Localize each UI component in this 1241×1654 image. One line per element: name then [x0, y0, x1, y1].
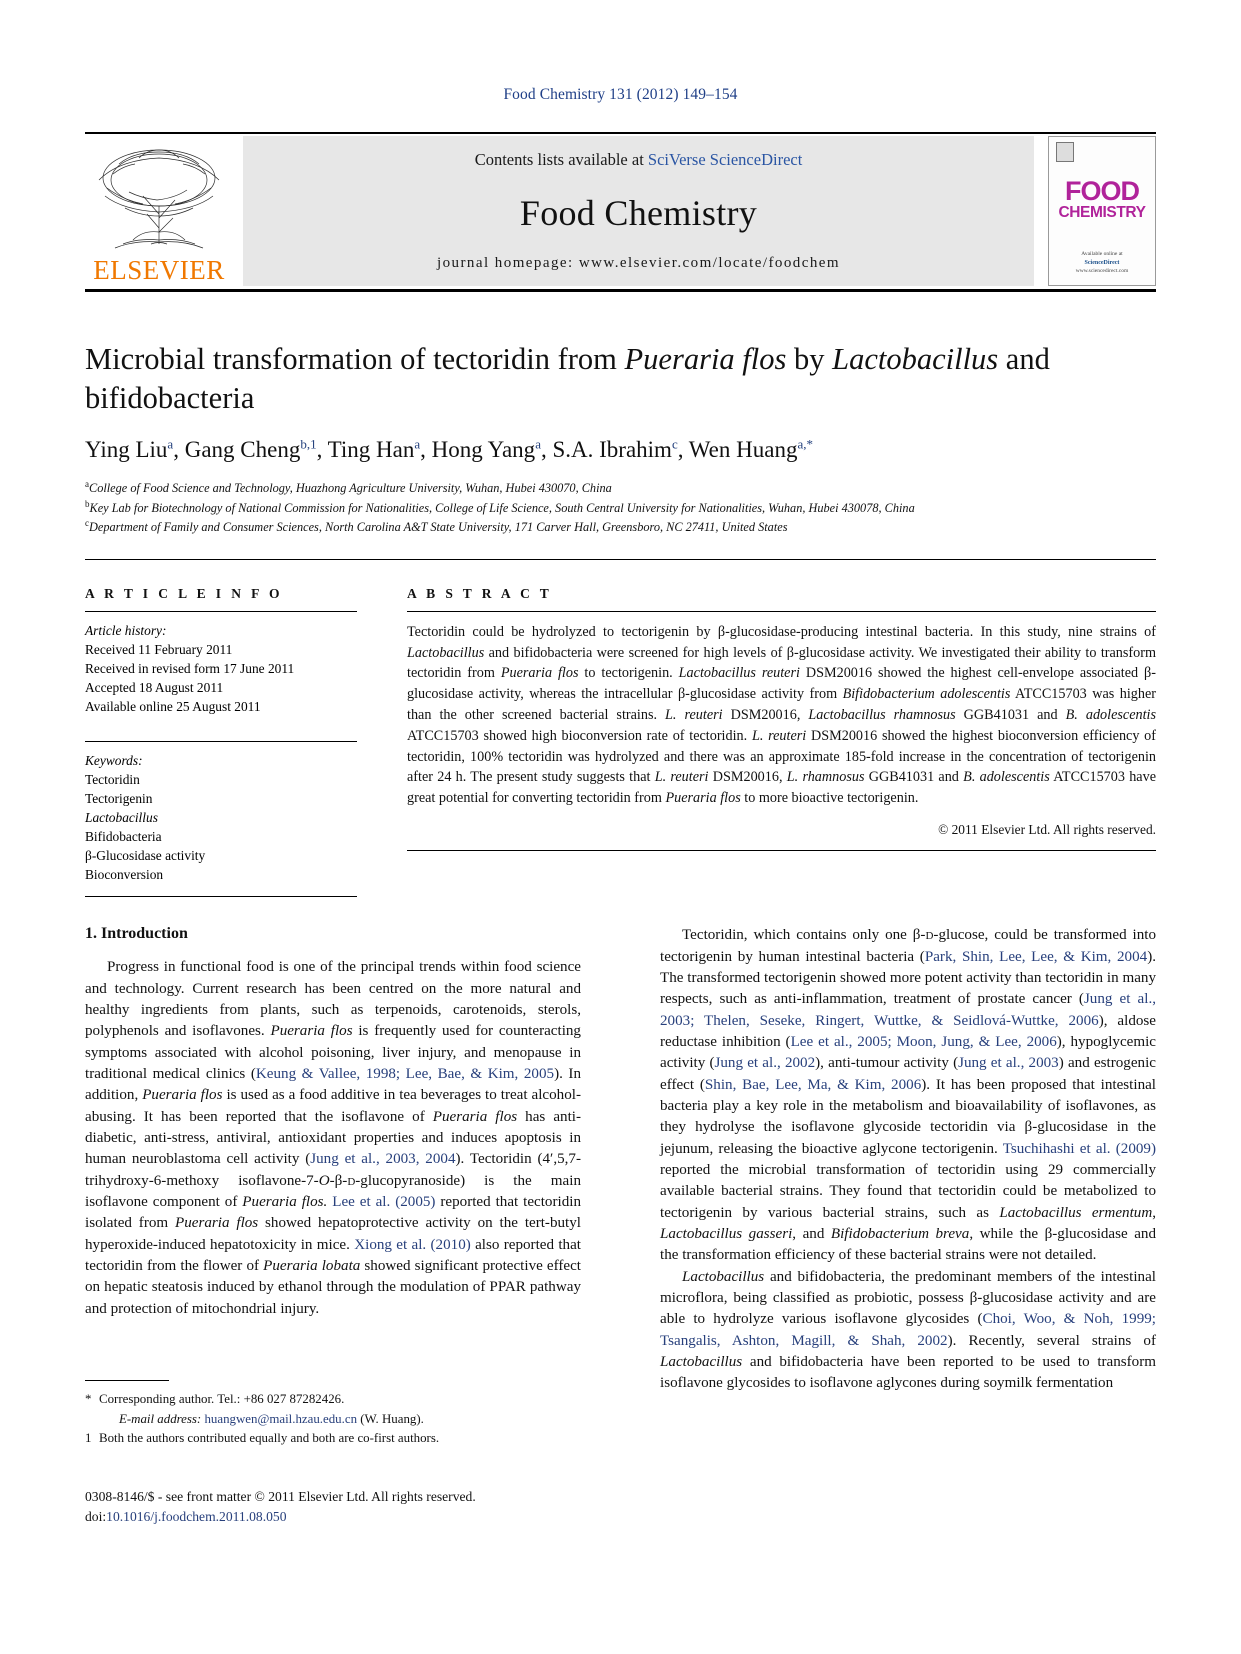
citation-link[interactable]: Park, Shin, Lee, Lee, & Kim, 2004 [924, 948, 1148, 965]
affiliation-b [85, 498, 1156, 518]
affiliation-list [85, 478, 1156, 537]
elsevier-wordmark: ELSEVIER [93, 255, 225, 285]
author-affil-mark: a [167, 436, 174, 452]
title-italic-lactobacillus: Lactobacillus [832, 342, 999, 376]
masthead-top-rule [85, 132, 1156, 134]
journal-cover-thumbnail [1048, 136, 1156, 286]
body-paragraph: Lactobacillus and bifidobacteria, the predominant members of the intestinal microflora, being classified as probiotic, possess β-glucosidase activity and are able to hydrolyze various isoflavone glycosides (Choi, Woo, & Noh, 1999; Tsangalis, Ashton, Magill, & Shah, 2002). Recently, several strains of Lactobacillus and bifidobacteria have been reported to be used to transform isoflavone glycosides to isoflavone aglycones during soymilk fermentation [660, 1268, 1156, 1392]
cover-title-food: FOOD [1064, 176, 1139, 207]
journal-homepage-link[interactable]: journal homepage: www.elsevier.com/locate/foodchem [436, 255, 841, 271]
title-italic-pueraria-flos: Pueraria flos [624, 342, 787, 376]
footnote-email [85, 1410, 581, 1430]
contents-available-line [475, 150, 803, 170]
citation-link[interactable]: Jung et al., 2003 [958, 1055, 1059, 1072]
elsevier-tree-icon [89, 144, 229, 256]
keywords-group [85, 732, 357, 884]
citation-link[interactable]: Keung & Vallee, 1998; Lee, Bae, & Kim, 2005 [255, 1065, 555, 1082]
article-info-bottom-rule [85, 896, 357, 897]
cover-footer-sciencedirect: ScienceDirect [1084, 260, 1120, 267]
keyword-item: Lactobacillus [85, 810, 158, 826]
footnote-co-first-authors [85, 1429, 581, 1449]
article-info-column [85, 560, 385, 897]
column-gutter [581, 925, 660, 1395]
keyword-item: Bifidobacteria [85, 829, 162, 845]
abstract-bottom-rule [407, 850, 1156, 851]
doi-link[interactable]: 10.1016/j.foodchem.2011.08.050 [106, 1509, 287, 1525]
affiliation-mark: b [85, 498, 90, 509]
footnote-rule [85, 1380, 169, 1381]
keyword-item: Bioconversion [85, 867, 164, 883]
abstract-heading: A B S T R A C T [407, 585, 553, 601]
cover-footer-url: www.sciencedirect.com [1075, 268, 1129, 275]
sciencedirect-link[interactable]: SciVerse ScienceDirect [647, 150, 803, 169]
affiliation-mark: c [85, 518, 89, 529]
affiliation-text: Department of Family and Consumer Sciences, North Carolina A&T State University, 171 Carver Hall, Greensboro, NC 27411, United States [89, 520, 788, 535]
article-info-heading: A R T I C L E I N F O [85, 585, 283, 601]
citation-link[interactable]: Lee et al. (2005) [332, 1193, 436, 1210]
history-item: Accepted 18 August 2011 [85, 679, 224, 695]
elsevier-logo [85, 136, 233, 286]
affiliation-text: College of Food Science and Technology, Huazhong Agriculture University, Wuhan, Hubei 430070, China [89, 481, 612, 496]
affiliation-a [85, 478, 1156, 498]
keywords-rule [85, 741, 357, 742]
author-affil-mark: a [535, 436, 541, 452]
masthead-center-panel [243, 136, 1034, 286]
keyword-item: β-Glucosidase activity [85, 848, 206, 864]
history-item: Available online 25 August 2011 [85, 698, 261, 714]
body-column-left [85, 925, 581, 1395]
cover-footer-line1: Available online at [1081, 251, 1123, 258]
affiliation-c [85, 517, 1156, 537]
citation-link[interactable]: Lee et al., 2005; Moon, Jung, & Lee, 2006 [790, 1033, 1057, 1050]
history-item: Received in revised form 17 June 2011 [85, 660, 295, 676]
cover-footer [1076, 251, 1128, 280]
article-body [85, 925, 1156, 1395]
citation-link[interactable]: Shin, Bae, Lee, Ma, & Kim, 2006 [704, 1076, 922, 1093]
page-title [85, 340, 1156, 417]
imprint-block [85, 1487, 645, 1528]
citation-link[interactable]: Jung et al., 2003; Thelen, Seseke, Ringert, Wuttke, & Seidlová-Wuttke, 2006 [660, 991, 1156, 1029]
cover-corner-mark [1056, 142, 1074, 162]
affiliation-mark: a [85, 479, 89, 490]
title-segment-1: Microbial transformation of tectoridin from [85, 342, 625, 376]
info-abstract-block [85, 560, 1156, 897]
author-affil-mark: a,* [797, 436, 813, 452]
footnote-marker-asterisk: * [85, 1392, 92, 1406]
contents-prefix: Contents lists available at [474, 150, 648, 169]
cover-title-chemistry: CHEMISTRY [1058, 203, 1146, 221]
author-affil-mark: b,1 [300, 436, 317, 452]
imprint-doi-line [85, 1507, 645, 1527]
body-paragraph: Tectoridin, which contains only one β-d-glucose, could be transformed into tectorigenin by human intestinal bacteria (Park, Shin, Lee, Lee, & Kim, 2004). The transformed tectorigenin showed more potent activity than tectoridin in many respects, such as anti-inflammation, treatment of prostate cancer (Jung et al., 2003; Thelen, Seseke, Ringert, Wuttke, & Seidlová-Wuttke, 2006), aldose reductase inhibition (Lee et al., 2005; Moon, Jung, & Lee, 2006), hypoglycemic activity (Jung et al., 2002), anti-tumour activity (Jung et al., 2003) and estrogenic effect (Shin, Bae, Lee, Ma, & Kim, 2006). It has been proposed that intestinal bacteria play a key role in the metabolism and bioavailability of isoflavones, as they hydrolyse the isoflavone glycoside tectoridin via β-glucosidase in the jejunum, releasing the bioactive aglycone tectorigenin. Tsuchihashi et al. (2009) reported the microbial transformation of tectoridin using 29 commercially available bacterial strains. They found that tectoridin could be metabolized to tectorigenin by various bacterial strains, such as Lactobacillus ermentum, Lactobacillus gasseri, and Bifidobacterium breva, while the β-glucosidase and the transformation efficiency of these bacterial strains were not detailed. [660, 927, 1157, 1264]
email-owner: (W. Huang). [360, 1411, 424, 1426]
affiliation-text: Key Lab for Biotechnology of National Commission for Nationalities, College of Life Science, South Central University for Nationalities, Wuhan, Hubei 430078, China [89, 500, 915, 515]
running-head: Food Chemistry 131 (2012) 149–154 [503, 86, 738, 103]
journal-masthead [85, 136, 1156, 286]
citation-link[interactable]: Tsuchihashi et al. (2009) [1002, 1140, 1156, 1157]
abstract-copyright: © 2011 Elsevier Ltd. All rights reserved. [938, 821, 1156, 837]
citation-link[interactable]: Jung et al., 2003, 2004 [310, 1151, 456, 1168]
footnote-1-text: Both the authors contributed equally and both are co-first authors. [99, 1431, 440, 1446]
body-paragraph: Progress in functional food is one of the principal trends within food science and technology. Current research has been centred on the more natural and healthy ingredients from plants, such as terpenoids, carotenoids, sterols, polyphenols and isoflavones. Pueraria flos is frequently used for counteracting symptoms associated with alcohol poisoning, liver injury, and menopause in traditional medical clinics (Keung & Vallee, 1998; Lee, Bae, & Kim, 2005). In addition, Pueraria flos is used as a food additive in tea beverages to treat alcohol-abusing. It has been reported that the isoflavone of Pueraria flos has anti-diabetic, anti-stress, antiviral, antioxidant properties and induces apoptosis in human neuroblastoma cell activity (Jung et al., 2003, 2004). Tectoridin (4′,5,7-trihydroxy-6-methoxy isoflavone-7-O-β-d-glucopyranoside) is the main isoflavone component of Pueraria flos. Lee et al. (2005) reported that tectoridin isolated from Pueraria flos showed hepatoprotective activity on the tert-butyl hyperoxide-induced hepatotoxicity in mice. Xiong et al. (2010) also reported that tectoridin from the flower of Pueraria lobata showed significant protective effect on hepatic steatosis induced by ethanol through the modulation of PPAR pathway and protection of mitochondrial injury. [85, 959, 581, 1317]
footnote-corresponding-author [85, 1390, 581, 1410]
email-label: E-mail address: [119, 1411, 202, 1426]
author-list: Ying Liu$^a$, Gang Cheng$^{b,1}$, Ting Han$^a$, Hong Yang$^a$, S.A. Ibrahim$^c$, Wen Huang$^{a,*}$ [85, 436, 813, 463]
title-segment-3: and bifidobacteria [85, 342, 1050, 415]
imprint-issn-line: 0308-8146/$ - see front matter © 2011 Elsevier Ltd. All rights reserved. [85, 1489, 476, 1504]
citation-link[interactable]: Jung et al., 2002 [714, 1055, 816, 1072]
abstract-text: Tectoridin could be hydrolyzed to tectorigenin by β-glucosidase-producing intestinal bacteria. In this study, nine strains of Lactobacillus and bifidobacteria were screened for high levels of β-glucosidase activity. We investigated their ability to transform tectoridin from Pueraria flos to tectorigenin. Lactobacillus reuteri DSM20016 showed the highest cell-envelope associated β-glucosidase activity, whereas the intracellular β-glucosidase activity from Bifidobacterium adolescentis ATCC15703 was higher than the other screened bacterial strains. L. reuteri DSM20016, Lactobacillus rhamnosus GGB41031 and B. adolescentis ATCC15703 showed high bioconversion rate of tectoridin. L. reuteri DSM20016 showed the highest bioconversion efficiency of tectoridin, 100% tectoridin was hydrolyzed and there was an approximate 185-fold increase in the concentration of tectorigenin after 24 h. The present study suggests that L. reuteri DSM20016, L. rhamnosus GGB41031 and B. adolescentis ATCC15703 have great potential for converting tectoridin from Pueraria flos to more bioactive tectorigenin. [407, 623, 1156, 807]
keyword-item: Tectoridin [85, 772, 140, 787]
abstract-column [385, 560, 1156, 897]
citation-link[interactable]: Xiong et al. (2010) [354, 1236, 471, 1253]
email-link[interactable]: huangwen@mail.hzau.edu.cn [204, 1411, 358, 1426]
keywords-label: Keywords: [85, 752, 143, 768]
author-affil-mark: a [414, 436, 421, 452]
footnote-area [85, 1380, 581, 1449]
title-segment-2: by [786, 342, 833, 376]
footnote-marker-1: 1 [85, 1431, 92, 1446]
journal-title: Food Chemistry [519, 192, 758, 233]
author-affil-mark: c [671, 436, 678, 452]
doi-prefix: doi: [85, 1509, 107, 1525]
footnote-corresponding-text: Corresponding author. Tel.: +86 027 87282426. [99, 1392, 345, 1406]
masthead-bottom-rule [85, 289, 1156, 292]
keyword-item: Tectorigenin [85, 791, 153, 807]
citation-link[interactable]: Choi, Woo, & Noh, 1999; Tsangalis, Ashton, Magill, & Shah, 2002 [660, 1311, 1156, 1349]
article-history-group [85, 612, 357, 716]
section-heading-introduction: 1. Introduction [85, 925, 188, 943]
history-item: Received 11 February 2011 [85, 641, 233, 657]
article-history-label: Article history: [85, 622, 167, 638]
body-column-right [660, 925, 1156, 1395]
